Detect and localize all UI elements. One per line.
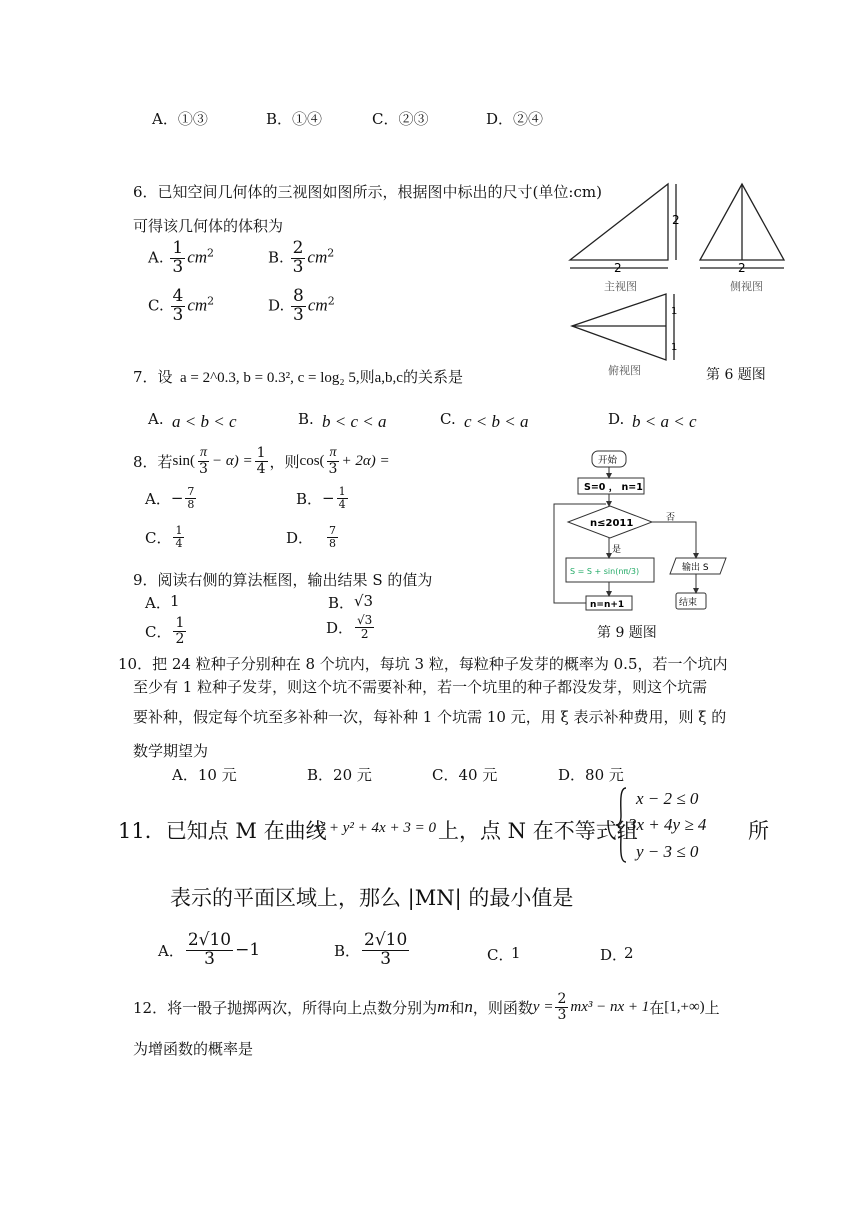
q9-option-d [326,614,376,640]
q6-c-power: 2 [207,294,215,308]
q8-prefix: 8．若 [133,452,173,471]
q7-prefix: 7．设 [133,368,173,386]
flow-no-label: 否 [666,513,676,523]
q8-then: ，则 [269,452,300,471]
q11-line2: 表示的平面区域上，那么 |MN| 的最小值是 [170,886,574,910]
q12-line1-d: 上 [704,998,720,1017]
q8-d-d: 8 [329,536,337,550]
q5-option-b: B．①④ [266,110,323,128]
q12-fn-n: 2 [557,991,567,1007]
q6-option-c-frac [171,288,186,325]
q12-fn-d: 3 [557,1006,567,1023]
q10-option-a: A．10 元 [172,766,237,784]
dim-side-width: 2 [738,261,746,275]
q6-line1: 6．已知空间几何体的三视图如图所示，根据图中标出的尺寸(单位:cm) [133,183,602,201]
q8-pi-over-3 [197,446,210,476]
q11-option-d-label: D． [600,946,628,964]
q6-option-d-label: D. [268,296,285,315]
q9-option-a: 1 [170,592,180,610]
q6-option-c-label: C. [148,296,164,315]
q11-a-n: 2√10 [187,930,232,950]
q7-option-b: b < c < a [322,412,387,431]
q9-c-label: C． [145,622,172,641]
q11-option-a [158,932,260,969]
flow-yes-label: 是 [612,545,622,555]
q8-three-b: 3 [328,460,338,477]
q6-d-den: 3 [293,304,304,325]
q8-option-a [145,486,198,510]
q11-option-c: 1 [511,944,521,962]
q8-c-frac [173,525,184,549]
q12-two-thirds [555,992,568,1022]
q6-b-power: 2 [327,246,335,260]
flow-body-label: S = S + sin(nπ/3) [570,567,640,576]
q5-option-c: C．②③ [372,110,429,128]
q8-four: 4 [256,460,266,477]
label-top-view: 俯视图 [608,364,641,377]
q12-fn-a: y = [532,998,554,1015]
top-view-shape [572,294,666,360]
q6-c-num: 4 [172,286,184,306]
q6-option-c [148,288,214,325]
q12-m: m [437,997,450,1017]
q11-a-d: 3 [204,948,215,969]
q11-b-label: B． [334,941,361,960]
q10-option-c: C．40 元 [432,766,498,784]
q8-one: 1 [256,445,266,461]
q8-cond-mid: − α) = [211,452,253,469]
q12-line1-a: 12．将一骰子抛掷两次，所得向上点数分别为 [133,998,438,1017]
q8-a-d: 8 [187,497,195,511]
q9-option-c [145,616,188,646]
q11-a-label: A． [158,941,184,960]
q8-b-sign: − [322,489,335,508]
q8-b-label: B． [296,489,323,508]
q8-option-b [296,486,350,510]
q12-line1-c: 在 [649,998,665,1017]
q6-line2: 可得该几何体的体积为 [133,217,284,235]
dim-top-1a: 1 [671,306,678,317]
q7-option-a-label: A. [148,410,164,428]
q7-option-d-label: D. [608,410,625,428]
three-view-figure [560,178,800,378]
q6-b-den: 3 [292,256,304,277]
q9-c-d: 2 [175,630,185,647]
q7-option-c: c < b < a [464,412,529,431]
q9-d-d: 2 [360,626,369,641]
q8-a-frac [185,486,196,510]
q12-n: n [464,997,473,1017]
q7-option-c-label: C. [440,410,456,428]
q8-ask-tail: + 2α) = [341,452,390,469]
q8-one-quarter [255,446,268,476]
q8-c-n: 1 [175,524,183,537]
q6-a-power: 2 [207,246,215,260]
q8-c-label: C． [145,528,172,547]
q9-option-a-label: A． [145,594,171,612]
q11-option-c-label: C． [487,946,514,964]
q12-fn-b: mx³ − nx + 1 [570,998,650,1015]
q5-option-d: D．②④ [486,110,544,128]
q11-line1-a: 11．已知点 M 在曲线 [118,819,327,843]
q6-a-num: 1 [172,238,184,258]
q9-caption: 第 9 题图 [597,625,657,641]
q9-option-b-label: B． [328,594,355,612]
q12-and: 和 [449,998,465,1017]
flow-end-label: 结束 [679,598,698,608]
q6-option-b-frac [291,240,306,277]
flow-start-label: 开始 [598,455,618,466]
q7-option-a: a < b < c [172,412,237,431]
q6-option-b [268,240,334,277]
q11-curve: x² + y² + 4x + 3 = 0 [314,820,436,836]
q6-caption: 第 6 题图 [706,367,766,383]
q6-a-den: 3 [172,256,184,277]
q8-pi-b: π [329,445,337,460]
question-12-line1 [133,992,720,1022]
q8-a-sign: − [170,489,184,508]
q8-b-frac [337,486,348,510]
q6-option-d [268,288,335,325]
q6-option-a [148,240,214,277]
q9-c-n: 1 [175,615,185,631]
q6-b-unit: cm [307,247,328,267]
q8-option-c [145,525,186,549]
q9-stem: 9．阅读右侧的算法框图，输出结果 S 的值为 [133,571,433,589]
q6-a-unit: cm [187,247,208,267]
q9-option-b: √3 [354,592,374,610]
q7-expression: a = 2^0.3, b = 0.3², c = log₂ 5,则a,b,c的关系是 [180,370,463,386]
q6-option-a-frac [170,240,185,277]
q11-system-1: x − 2 ≤ 0 [636,789,699,808]
q8-pi: π [200,445,208,460]
q11-a-tail: −1 [235,940,261,961]
q8-sin: sin( [172,452,196,469]
q7-option-d: b < a < c [632,412,697,431]
q9-d-n: √3 [357,613,373,627]
q6-d-unit: cm [307,295,328,315]
q6-option-d-frac [291,288,306,325]
dim-front-width: 2 [614,261,622,275]
q8-c-d: 4 [175,536,183,550]
flow-output-label: 输出 S [682,563,709,573]
q11-system-3: y − 3 ≤ 0 [636,842,699,861]
q12-line1-b: ，则函数 [472,998,533,1017]
q6-option-a-label: A. [148,248,164,267]
q11-system-2: 3x + 4y ≥ 4 [628,815,707,834]
q10-line-2: 至少有 1 粒种子发芽，则这个坑不需要补种，若一个坑里的种子都没发芽，则这个坑需 [133,678,708,696]
q8-a-label: A． [145,489,171,508]
q8-cos: cos( [299,452,325,469]
q10-line-3: 要补种，假定每个坑至多补种一次，每补种 1 个坑需 10 元，用 ξ 表示补种费用，则 ξ 的 [133,708,727,726]
dim-top-1b: 1 [671,342,678,353]
q10-option-d: D．80 元 [558,766,624,784]
q6-d-num: 8 [293,286,304,306]
q11-b-frac [362,932,409,969]
front-view-shape [570,184,668,260]
q6-d-power: 2 [327,294,335,308]
q8-pi-over-3-b [327,446,340,476]
q12-line2: 为增函数的概率是 [133,1040,254,1058]
q8-b-d: 4 [338,497,346,511]
q8-d-n: 7 [329,524,337,537]
flowchart-figure [548,448,758,626]
q11-line1-c: 所 [748,819,769,843]
q11-brace [615,786,629,864]
label-front-view: 主视图 [604,280,637,293]
q6-b-num: 2 [292,238,304,258]
q11-line1-b: 上，点 N 在不等式组 [438,819,638,843]
q8-b-n: 1 [338,485,346,498]
q8-d-frac [327,525,338,549]
q11-a-frac [186,932,233,969]
q8-a-n: 7 [187,485,195,498]
label-side-view: 侧视图 [730,280,763,293]
q10-option-b: B．20 元 [307,766,372,784]
q11-option-b [334,932,411,969]
q11-b-d: 3 [380,948,392,969]
question-8-stem [133,446,390,476]
q7-option-b-label: B. [298,410,314,428]
q9-d-label: D． [326,618,354,637]
q11-option-d: 2 [624,944,634,962]
q9-c-frac [173,616,186,646]
flow-cond-label: n≤2011 [590,518,634,529]
q6-c-unit: cm [187,295,208,315]
q8-three: 3 [199,460,208,477]
q8-d-label: D． [286,528,314,547]
q9-d-frac [355,614,374,640]
dim-front-height: 2 [672,213,680,227]
q10-line-1: 10．把 24 粒种子分别种在 8 个坑内，每坑 3 粒，每粒种子发芽的概率为 0.5，若一个坑内 [118,655,728,673]
flow-inc-label: n=n+1 [590,600,625,610]
q6-option-b-label: B. [268,248,284,267]
q10-line-4: 数学期望为 [133,742,209,760]
q8-option-d [286,525,340,549]
q11-b-n: 2√10 [364,930,408,950]
q5-option-a: A．①③ [152,110,208,128]
q6-c-den: 3 [172,304,184,325]
q12-interval: [1,+∞) [664,998,705,1015]
flow-init-label: S=0 ， n=1 [584,482,643,493]
